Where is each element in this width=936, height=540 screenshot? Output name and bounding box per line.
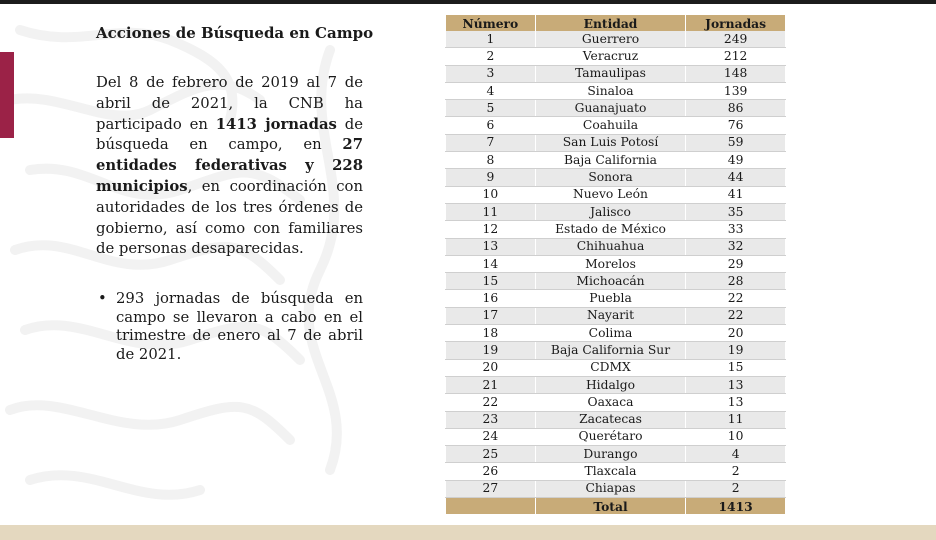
header-entidad: Entidad bbox=[535, 15, 685, 31]
total-blank-cell bbox=[446, 498, 536, 515]
cell-numero: 16 bbox=[446, 290, 536, 307]
cell-numero: 12 bbox=[446, 221, 536, 238]
cell-entidad: Estado de México bbox=[535, 221, 685, 238]
table-row bbox=[446, 31, 786, 48]
cell-jornadas: 35 bbox=[686, 203, 786, 220]
cell-entidad: Nayarit bbox=[535, 307, 685, 324]
cell-jornadas: 32 bbox=[686, 238, 786, 255]
table-row bbox=[446, 446, 786, 463]
bullet-text: 293 jornadas de búsqueda en campo se llevaron a cabo en el trimestre de enero al 7 de abril de 2021. bbox=[116, 290, 363, 363]
cell-jornadas: 76 bbox=[686, 117, 786, 134]
table-row bbox=[446, 100, 786, 117]
cell-entidad: Nuevo León bbox=[535, 186, 685, 203]
cell-entidad: Baja California bbox=[535, 152, 685, 169]
cell-entidad: Oaxaca bbox=[535, 394, 685, 411]
cell-numero: 7 bbox=[446, 134, 536, 151]
bullet-list bbox=[96, 290, 363, 364]
cell-entidad: Zacatecas bbox=[535, 411, 685, 428]
cell-jornadas: 212 bbox=[686, 48, 786, 65]
table-row bbox=[446, 359, 786, 376]
cell-entidad: Tlaxcala bbox=[535, 463, 685, 480]
cell-numero: 24 bbox=[446, 428, 536, 445]
cell-numero: 8 bbox=[446, 152, 536, 169]
cell-jornadas: 19 bbox=[686, 342, 786, 359]
table-row bbox=[446, 65, 786, 82]
cell-entidad: Querétaro bbox=[535, 428, 685, 445]
cell-jornadas: 33 bbox=[686, 221, 786, 238]
paragraph-text-1: Del 8 de febrero de 2019 al 7 de abril de 2021, la CNB ha participado en bbox=[96, 74, 363, 133]
cell-numero: 19 bbox=[446, 342, 536, 359]
cell-numero: 25 bbox=[446, 446, 536, 463]
cell-numero: 23 bbox=[446, 411, 536, 428]
cell-jornadas: 41 bbox=[686, 186, 786, 203]
cell-entidad: Baja California Sur bbox=[535, 342, 685, 359]
bottom-band bbox=[0, 525, 936, 540]
cell-numero: 21 bbox=[446, 376, 536, 393]
table-row bbox=[446, 290, 786, 307]
cell-entidad: Tamaulipas bbox=[535, 65, 685, 82]
cell-entidad: Chihuahua bbox=[535, 238, 685, 255]
cell-numero: 9 bbox=[446, 169, 536, 186]
bullet-icon: • bbox=[98, 290, 107, 307]
cell-numero: 1 bbox=[446, 31, 536, 48]
section-title: Acciones de Búsqueda en Campo bbox=[96, 24, 374, 42]
table-row bbox=[446, 394, 786, 411]
cell-jornadas: 22 bbox=[686, 307, 786, 324]
cell-entidad: CDMX bbox=[535, 359, 685, 376]
jornadas-table bbox=[445, 15, 786, 514]
cell-jornadas: 10 bbox=[686, 428, 786, 445]
cell-numero: 17 bbox=[446, 307, 536, 324]
table-row bbox=[446, 134, 786, 151]
cell-jornadas: 11 bbox=[686, 411, 786, 428]
cell-entidad: Sonora bbox=[535, 169, 685, 186]
header-jornadas: Jornadas bbox=[686, 15, 786, 31]
summary-paragraph bbox=[96, 73, 363, 260]
table-row bbox=[446, 273, 786, 290]
cell-jornadas: 15 bbox=[686, 359, 786, 376]
table-row bbox=[446, 117, 786, 134]
cell-jornadas: 49 bbox=[686, 152, 786, 169]
cell-numero: 6 bbox=[446, 117, 536, 134]
cell-numero: 18 bbox=[446, 325, 536, 342]
cell-entidad: Hidalgo bbox=[535, 376, 685, 393]
table-row bbox=[446, 428, 786, 445]
cell-numero: 11 bbox=[446, 203, 536, 220]
header-numero: Número bbox=[446, 15, 536, 31]
table-row bbox=[446, 48, 786, 65]
table-row bbox=[446, 342, 786, 359]
table-header-row bbox=[446, 15, 786, 31]
cell-entidad: Jalisco bbox=[535, 203, 685, 220]
cell-jornadas: 59 bbox=[686, 134, 786, 151]
table-row bbox=[446, 169, 786, 186]
table-row bbox=[446, 325, 786, 342]
cell-jornadas: 13 bbox=[686, 394, 786, 411]
table-row bbox=[446, 255, 786, 272]
paragraph-text-3: , en coordinación con autoridades de los tres órdenes de gobierno, así como con familiares de personas desaparecidas. bbox=[96, 177, 363, 258]
table-row bbox=[446, 480, 786, 497]
cell-entidad: Chiapas bbox=[535, 480, 685, 497]
cell-numero: 26 bbox=[446, 463, 536, 480]
table-row bbox=[446, 376, 786, 393]
cell-entidad: Guerrero bbox=[535, 31, 685, 48]
cell-jornadas: 139 bbox=[686, 82, 786, 99]
cell-numero: 5 bbox=[446, 100, 536, 117]
paragraph-text-2: de búsqueda en campo, en bbox=[96, 115, 364, 154]
cell-numero: 2 bbox=[446, 48, 536, 65]
table-row bbox=[446, 82, 786, 99]
table-body bbox=[446, 31, 786, 498]
cell-numero: 15 bbox=[446, 273, 536, 290]
cell-jornadas: 86 bbox=[686, 100, 786, 117]
paragraph-bold-jornadas: 1413 jornadas bbox=[215, 115, 337, 133]
total-value: 1413 bbox=[686, 498, 786, 515]
cell-numero: 14 bbox=[446, 255, 536, 272]
table-total-row bbox=[446, 498, 786, 515]
cell-numero: 27 bbox=[446, 480, 536, 497]
cell-entidad: Morelos bbox=[535, 255, 685, 272]
cell-jornadas: 2 bbox=[686, 463, 786, 480]
cell-numero: 10 bbox=[446, 186, 536, 203]
cell-numero: 13 bbox=[446, 238, 536, 255]
table-row bbox=[446, 186, 786, 203]
cell-jornadas: 249 bbox=[686, 31, 786, 48]
cell-numero: 20 bbox=[446, 359, 536, 376]
cell-entidad: Colima bbox=[535, 325, 685, 342]
paragraph-bold-entidades: 27 entidades federativas y 228 municipios bbox=[96, 136, 363, 195]
cell-numero: 22 bbox=[446, 394, 536, 411]
table-row bbox=[446, 307, 786, 324]
total-label: Total bbox=[535, 498, 685, 515]
cell-entidad: Puebla bbox=[535, 290, 685, 307]
cell-jornadas: 13 bbox=[686, 376, 786, 393]
cell-entidad: Veracruz bbox=[535, 48, 685, 65]
cell-jornadas: 22 bbox=[686, 290, 786, 307]
table-row bbox=[446, 238, 786, 255]
cell-jornadas: 29 bbox=[686, 255, 786, 272]
top-border bbox=[0, 0, 936, 4]
table-row bbox=[446, 411, 786, 428]
cell-entidad: Coahuila bbox=[535, 117, 685, 134]
table-row bbox=[446, 152, 786, 169]
cell-jornadas: 28 bbox=[686, 273, 786, 290]
cell-entidad: Sinaloa bbox=[535, 82, 685, 99]
table-row bbox=[446, 221, 786, 238]
table-row bbox=[446, 463, 786, 480]
cell-entidad: San Luis Potosí bbox=[535, 134, 685, 151]
cell-entidad: Durango bbox=[535, 446, 685, 463]
cell-jornadas: 4 bbox=[686, 446, 786, 463]
cell-entidad: Michoacán bbox=[535, 273, 685, 290]
bullet-item bbox=[96, 290, 363, 364]
cell-jornadas: 148 bbox=[686, 65, 786, 82]
cell-jornadas: 2 bbox=[686, 480, 786, 497]
cell-numero: 3 bbox=[446, 65, 536, 82]
cell-jornadas: 20 bbox=[686, 325, 786, 342]
accent-bar bbox=[0, 52, 14, 138]
cell-numero: 4 bbox=[446, 82, 536, 99]
table-row bbox=[446, 203, 786, 220]
cell-entidad: Guanajuato bbox=[535, 100, 685, 117]
cell-jornadas: 44 bbox=[686, 169, 786, 186]
